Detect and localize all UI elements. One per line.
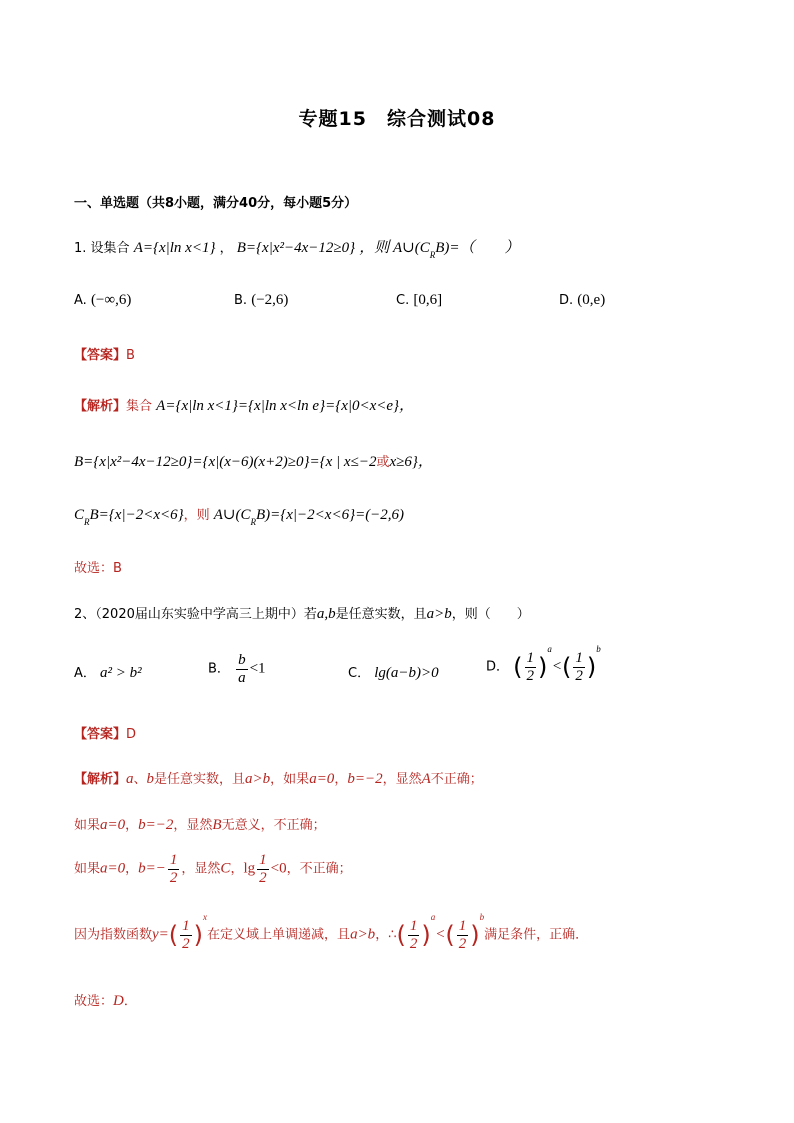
option-mid: < [551, 658, 563, 675]
text: ， [230, 861, 244, 877]
text: ， [375, 927, 389, 943]
fraction-den: 2 [169, 869, 178, 886]
fraction-num: 1 [458, 918, 467, 934]
math: a>b [350, 926, 376, 943]
answer-value: D [126, 727, 137, 742]
q2-ab: a,b [316, 606, 336, 622]
paren: ( [513, 653, 523, 681]
analysis-label: 【解析】 [74, 772, 127, 787]
option-value: [0,6] [413, 292, 443, 308]
text: ，如果 [270, 772, 310, 787]
analysis-sub: R [84, 517, 90, 527]
fraction [457, 918, 469, 952]
option-label: D． [486, 659, 510, 675]
q1-analysis-line-1 [74, 394, 414, 415]
q1-analysis-line-3 [74, 504, 405, 527]
fraction-den: 2 [182, 935, 190, 952]
math: b [146, 771, 155, 787]
math: C [220, 860, 231, 877]
q1-option-a[interactable] [74, 292, 131, 309]
fraction-num: 1 [526, 650, 535, 666]
analysis-math: B={x|−2<x<6} [89, 507, 184, 523]
math: b=−2 [347, 771, 383, 787]
analysis-label: 【解析】 [74, 399, 127, 414]
paren: ( [445, 921, 455, 949]
q1-answer [74, 344, 135, 363]
q1-option-c[interactable] [396, 292, 442, 309]
q2-option-d[interactable] [486, 644, 601, 684]
q2-analysis-line-3 [74, 852, 352, 886]
answer-label: 【答案】 [74, 727, 127, 742]
analysis-sub: R [250, 517, 256, 527]
math: lg [243, 860, 256, 877]
option-value: (−2,6) [251, 292, 289, 308]
text: ． [123, 994, 137, 1009]
option-label: D. [559, 293, 574, 308]
analysis-math-end: x≥6}， [389, 454, 433, 470]
exponent: a [430, 912, 436, 922]
q2-conclusion [74, 990, 137, 1010]
analysis-or: 或 [376, 455, 390, 470]
q1-ask: ，则 A∪(C [359, 240, 430, 256]
math: b=−2 [138, 817, 174, 833]
q2-option-b[interactable] [208, 652, 266, 686]
text: ，显然 [382, 772, 422, 787]
fraction-num: b [238, 652, 246, 668]
fraction [168, 852, 180, 886]
fraction-den: a [238, 669, 246, 686]
text: 因为指数函数 [74, 927, 153, 943]
q2-mid: 是任意实数，且 [335, 607, 427, 622]
paren: ) [421, 921, 431, 949]
paren: ( [168, 921, 179, 949]
analysis-math: C [74, 507, 85, 523]
q1-ask2: B)=（ ） [435, 240, 520, 256]
math: a [126, 771, 134, 787]
q2-analysis-line-1 [74, 768, 483, 788]
exponent: b [479, 912, 485, 922]
therefore-symbol: ∴ [388, 927, 397, 943]
q1-conclusion: 故选：B [74, 561, 122, 576]
question-2 [74, 603, 530, 623]
q1-analysis-line-2 [74, 450, 433, 471]
section-heading: 一、单选题（共8小题，满分40分，每小题5分） [74, 196, 358, 211]
text: ， [334, 772, 348, 787]
q2-analysis-line-2 [74, 814, 326, 834]
analysis-text: ，则 [183, 508, 214, 523]
option-value: (−∞,6) [90, 292, 132, 308]
fraction-num: 1 [259, 852, 267, 868]
analysis-math: A∪(C [213, 507, 251, 523]
option-label: A. [74, 293, 87, 308]
option-fraction [525, 650, 537, 684]
text: 不正确； [430, 772, 483, 787]
fraction [257, 852, 269, 886]
paren: ) [538, 653, 548, 681]
analysis-math: B)={x|−2<x<6}=(−2,6) [255, 507, 405, 523]
text: 、 [133, 772, 147, 787]
fraction-den: 2 [259, 869, 267, 886]
text: ，显然 [173, 818, 213, 833]
paren: ( [396, 921, 406, 949]
fraction-den: 2 [458, 935, 467, 952]
analysis-math: A={x|ln x<1}={x|ln x<ln e}={x|0<x<e}， [156, 398, 415, 414]
text: 如果 [74, 861, 101, 877]
text: 无意义，不正确； [221, 818, 326, 833]
q2-prefix: 2、（2020届山东实验中学高三上期中）若 [74, 607, 317, 622]
paren: ) [470, 921, 480, 949]
text: 如果 [74, 818, 101, 833]
option-fraction [236, 652, 248, 686]
option-label: C. [396, 293, 410, 308]
option-value: (0,e) [577, 292, 606, 308]
math: a=0 [100, 817, 126, 833]
text: 在定义域上单调递减，且 [207, 927, 351, 943]
math: B [212, 817, 222, 833]
text: 故选： [74, 994, 114, 1009]
math: a=0 [309, 771, 335, 787]
text: ，不正确； [286, 861, 352, 877]
math: D [113, 993, 124, 1009]
option-fraction [573, 650, 585, 684]
math: b=− [138, 860, 166, 877]
page-title: 专题15 综合测试08 [298, 108, 496, 130]
paren: ) [586, 653, 597, 681]
math: a>b [245, 771, 271, 787]
analysis-math: B={x|x²−4x−12≥0}={x|(x−6)(x+2)≥0}={x | x≤−2 [74, 454, 377, 470]
math: < [435, 926, 446, 943]
answer-value: B [126, 348, 135, 363]
q2-option-c[interactable] [348, 662, 439, 682]
fraction [408, 918, 420, 952]
q2-cond: a>b [426, 606, 452, 622]
answer-label: 【答案】 [74, 348, 127, 363]
math: A [421, 771, 431, 787]
option-label: C． [348, 666, 371, 681]
text: 满足条件，正确． [484, 927, 589, 943]
question-1 [74, 236, 520, 260]
exponent: a [547, 644, 552, 654]
fraction [180, 918, 192, 952]
math: a=0 [100, 860, 126, 877]
exponent: b [596, 644, 601, 654]
q2-analysis-line-4 [74, 912, 589, 952]
q1-option-b[interactable] [234, 292, 288, 309]
q1-ask-sub: R [429, 250, 436, 260]
text: ，显然 [181, 861, 221, 877]
fraction-den: 2 [575, 667, 583, 684]
fraction-den: 2 [526, 667, 535, 684]
text: ， [125, 861, 139, 877]
q2-answer [74, 723, 136, 742]
option-label: A． [74, 666, 96, 681]
fraction-num: 1 [169, 852, 178, 868]
q1-set-b: B={x|x²−4x−12≥0} [236, 240, 356, 256]
fraction-num: 1 [575, 650, 583, 666]
q2-ask: ，则（ ） [451, 607, 530, 622]
option-label: B． [208, 661, 230, 677]
text: 是任意实数，且 [154, 772, 246, 787]
paren: ) [193, 921, 204, 949]
option-value: lg(a−b)>0 [374, 665, 439, 681]
analysis-text: 集合 [126, 399, 157, 414]
option-label: B. [234, 293, 248, 308]
paren: ( [562, 653, 572, 681]
option-tail: <1 [249, 660, 266, 677]
fraction-num: 1 [182, 918, 190, 934]
math: <0 [270, 860, 287, 877]
q1-option-d[interactable] [559, 292, 605, 309]
text: ， [125, 818, 139, 833]
option-value: a² > b² [100, 665, 142, 681]
q2-option-a[interactable] [74, 662, 142, 682]
exponent: x [203, 912, 208, 922]
fraction-num: 1 [409, 918, 418, 934]
math: y= [152, 926, 169, 943]
q1-set-a: A={x|ln x<1} [133, 240, 216, 256]
fraction-den: 2 [409, 935, 418, 952]
q1-sep: ， [219, 241, 233, 256]
q1-prefix: 1. 设集合 [74, 241, 130, 256]
